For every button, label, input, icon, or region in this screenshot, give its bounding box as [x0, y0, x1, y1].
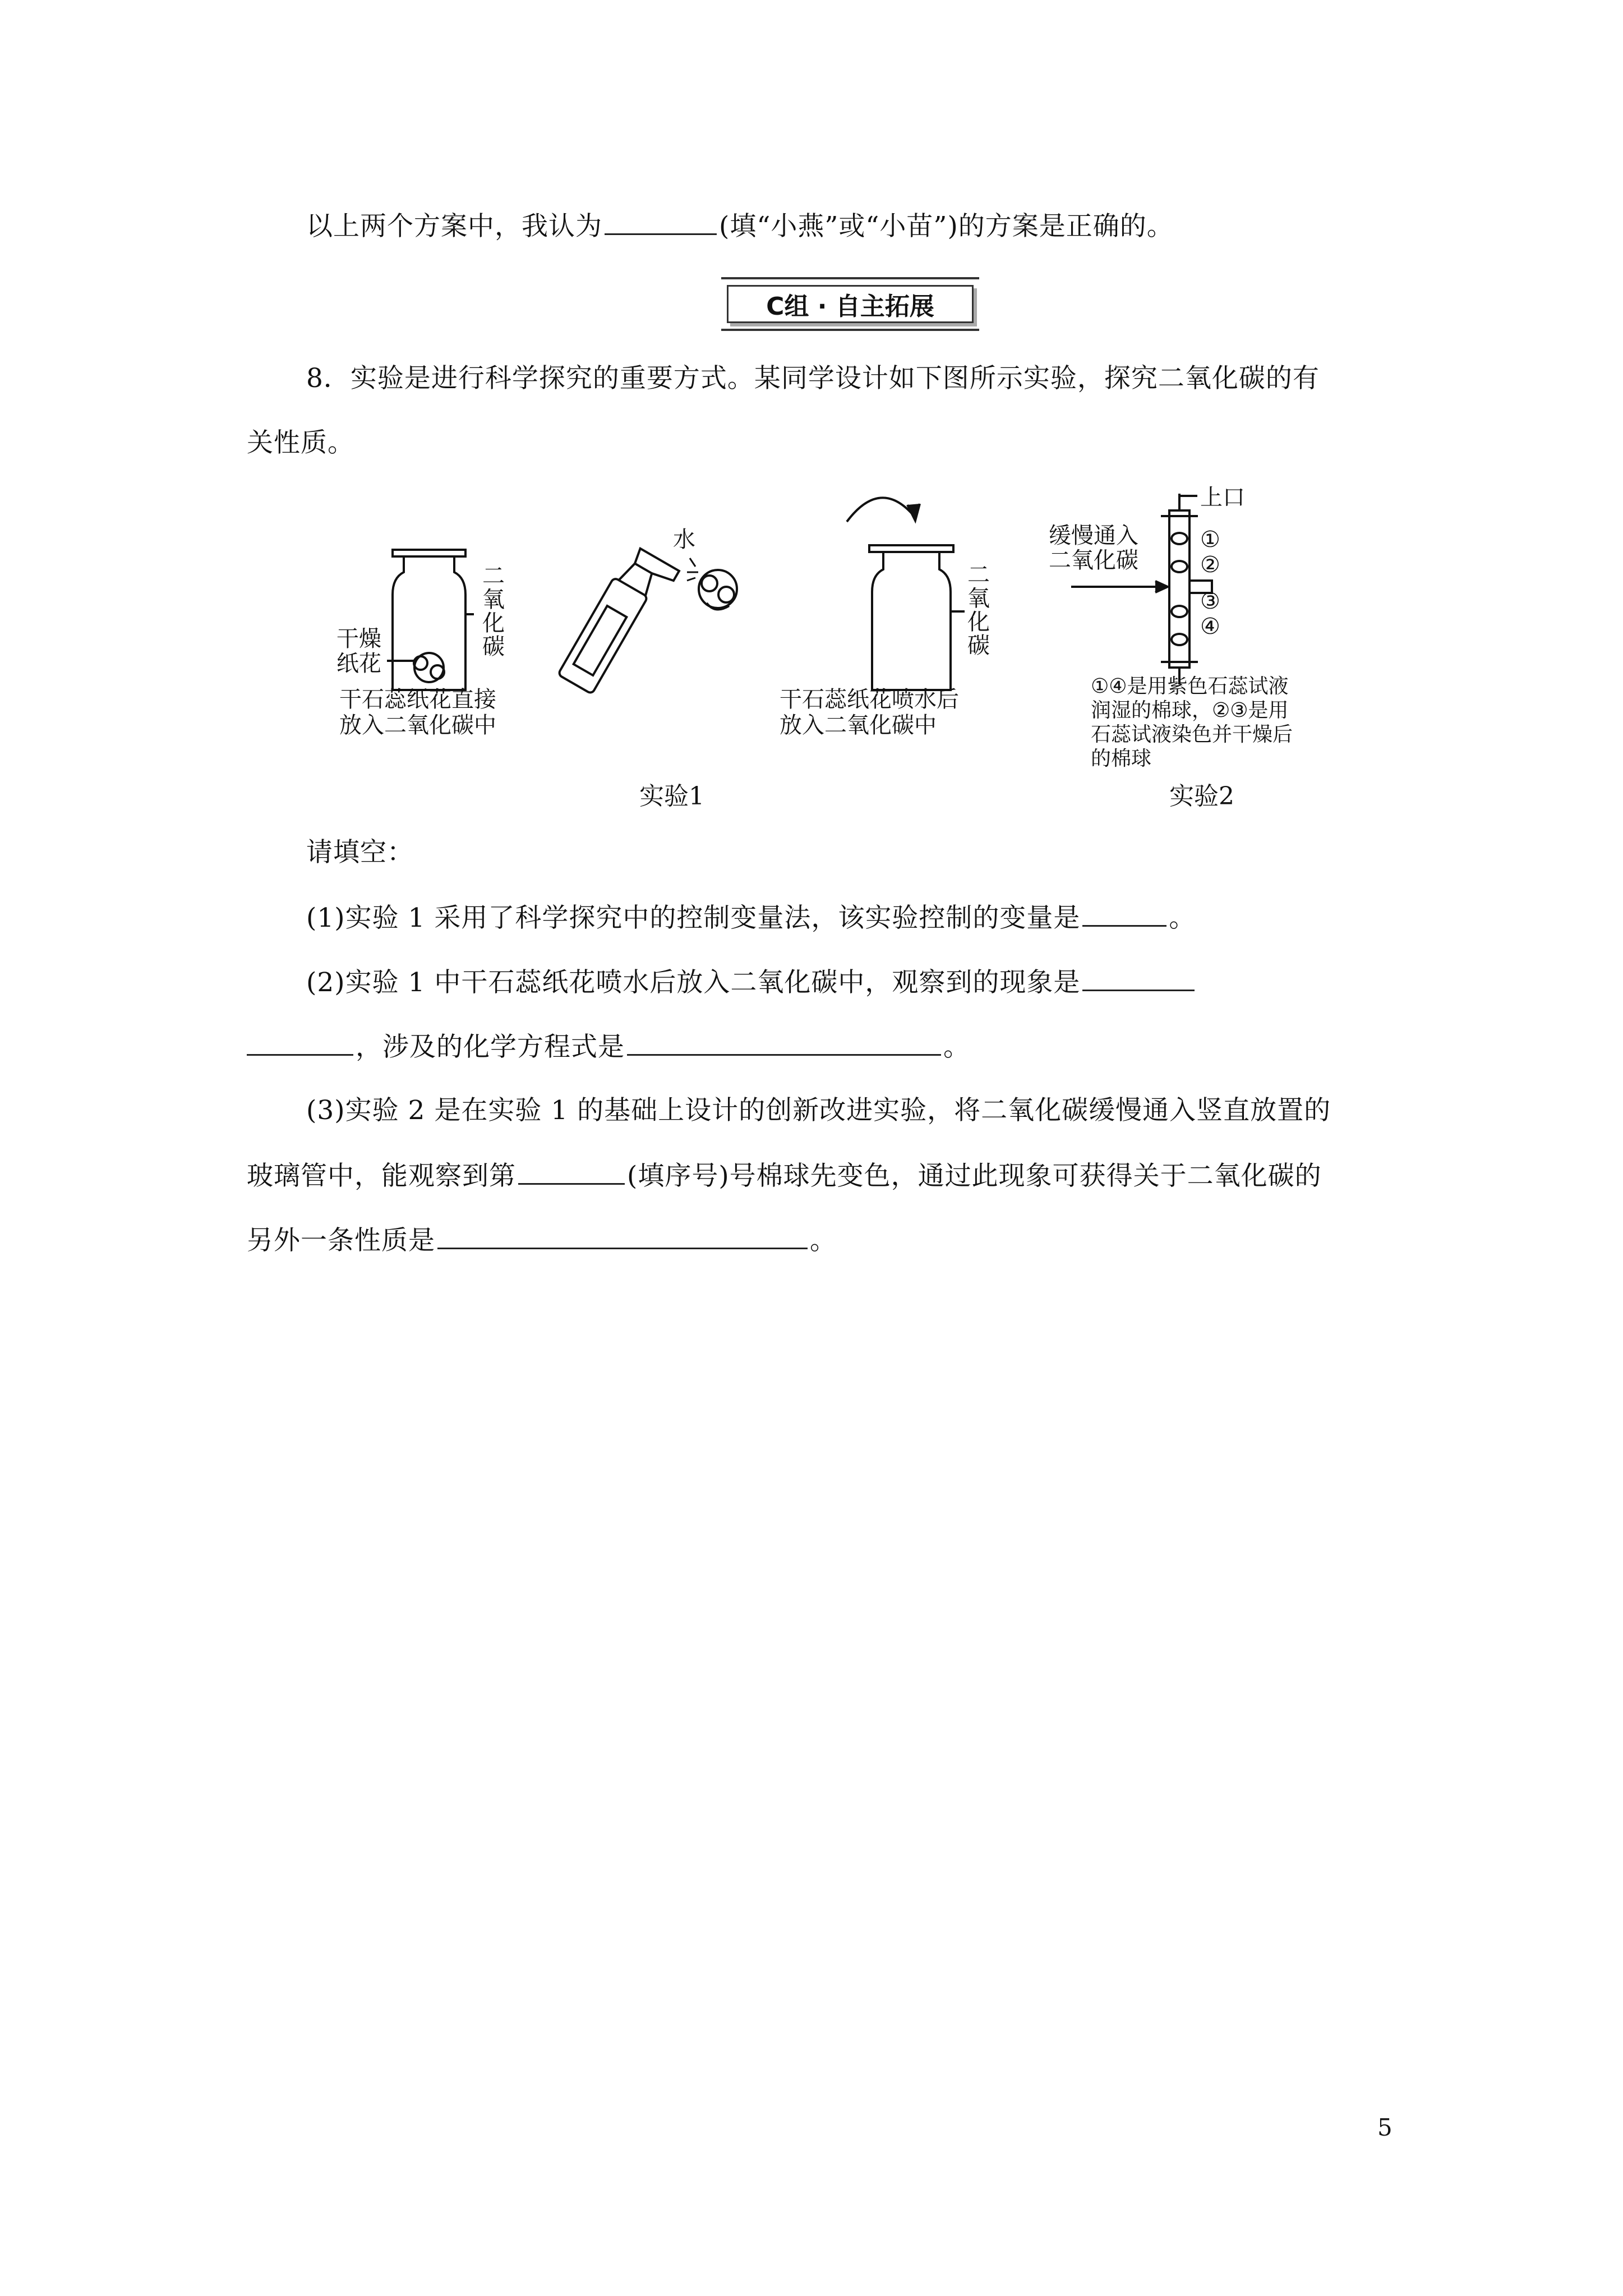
top-port-label: 上口 [1200, 485, 1245, 510]
sub-question-3-line3 [247, 1223, 837, 1258]
caption-2-line4: 的棉球 [1091, 747, 1152, 770]
ball-label-1: ① [1200, 527, 1220, 553]
slow-input-line2: 二氧化碳 [1049, 547, 1138, 573]
q2-text: (2)实验 1 中干石蕊纸花喷水后放入二氧化碳中，观察到的现象是 [306, 967, 1081, 998]
q1-end: 。 [1169, 903, 1196, 933]
sub-question-3-line1: (3)实验 2 是在实验 1 的基础上设计的创新改进实验，将二氧化碳缓慢通入竖直放置的 [306, 1095, 1331, 1126]
slow-input-line1: 缓慢通入 [1049, 523, 1138, 549]
co2-label-2c: 化 [967, 609, 990, 635]
answer-blank-q2-phenomenon[interactable] [1082, 965, 1195, 991]
spray-bottle [558, 544, 679, 701]
ball-label-3: ③ [1200, 588, 1220, 614]
answer-blank-q1[interactable] [1082, 900, 1166, 927]
sub-question-2-line1 [306, 965, 1197, 1000]
q3-line3-before: 另外一条性质是 [247, 1225, 435, 1256]
gas-jar-2 [869, 545, 965, 690]
co2-label-1a: 二 [482, 563, 505, 589]
caption-1a-line1: 干石蕊纸花直接 [339, 687, 496, 712]
answer-blank-q2-equation[interactable] [627, 1029, 941, 1056]
caption-2-line3: 石蕊试液染色并干燥后 [1091, 723, 1293, 746]
answer-blank-q3-property[interactable] [437, 1223, 808, 1249]
intro-text-before: 以上两个方案中，我认为 [306, 211, 602, 242]
answer-blank-q3-ball[interactable] [518, 1158, 625, 1185]
experiment-2-label: 实验2 [1169, 782, 1234, 811]
co2-label-2d: 碳 [967, 633, 990, 659]
ball-label-4: ④ [1200, 614, 1220, 639]
transfer-arrow [847, 498, 920, 522]
flower-label-1: 干燥 [336, 626, 381, 652]
fill-prompt: 请填空： [306, 837, 414, 868]
co2-label-2a: 二 [967, 562, 990, 588]
answer-blank-q2-phenomenon-cont[interactable] [247, 1029, 353, 1056]
q3-line2-before: 玻璃管中，能观察到第 [247, 1161, 516, 1191]
flower-label-2: 纸花 [336, 651, 381, 677]
intro-text-after: (填“小燕”或“小苗”)的方案是正确的。 [719, 211, 1174, 242]
co2-label-1d: 碳 [482, 634, 505, 660]
co2-label-1b: 氧 [482, 587, 505, 613]
caption-1a-line2: 放入二氧化碳中 [339, 712, 496, 738]
page-number: 5 [1377, 2114, 1393, 2141]
question-line-2: 关性质。 [247, 427, 354, 458]
caption-1b-line1: 干石蕊纸花喷水后 [780, 687, 959, 712]
experiment-figure [314, 482, 1380, 819]
caption-2-line1: ①④是用紫色石蕊试液 [1091, 675, 1289, 698]
q2-mid-text: ，涉及的化学方程式是 [356, 1032, 625, 1062]
section-heading [721, 277, 979, 331]
q1-text: (1)实验 1 采用了科学探究中的控制变量法，该实验控制的变量是 [306, 903, 1081, 933]
sub-question-3-line2 [247, 1158, 1322, 1193]
caption-2-line2: 润湿的棉球，②③是用 [1091, 699, 1289, 722]
litmus-flower-1 [387, 653, 444, 682]
ball-label-2: ② [1200, 552, 1220, 578]
intro-line [306, 209, 1174, 243]
sub-question-1 [306, 900, 1196, 935]
co2-label-1c: 化 [482, 610, 505, 636]
caption-1b-line2: 放入二氧化碳中 [780, 712, 937, 738]
sub-question-2-line2 [247, 1029, 970, 1064]
q2-end: 。 [943, 1032, 970, 1062]
question-line-1: 8．实验是进行科学探究的重要方式。某同学设计如下图所示实验，探究二氧化碳的有 [306, 363, 1320, 394]
section-title: C组 · 自主拓展 [727, 285, 974, 323]
q3-line3-end: 。 [810, 1225, 837, 1256]
co2-label-2b: 氧 [967, 586, 990, 611]
litmus-flower-2 [699, 570, 737, 609]
gas-jar-1 [393, 550, 474, 690]
answer-blank-intro[interactable] [605, 209, 717, 235]
water-mist [687, 558, 698, 581]
water-label: 水 [673, 527, 695, 553]
q3-line2-after: (填序号)号棉球先变色，通过此现象可获得关于二氧化碳的 [627, 1161, 1322, 1191]
inlet-arrow [1071, 581, 1168, 592]
experiment-1-label: 实验1 [639, 782, 704, 811]
